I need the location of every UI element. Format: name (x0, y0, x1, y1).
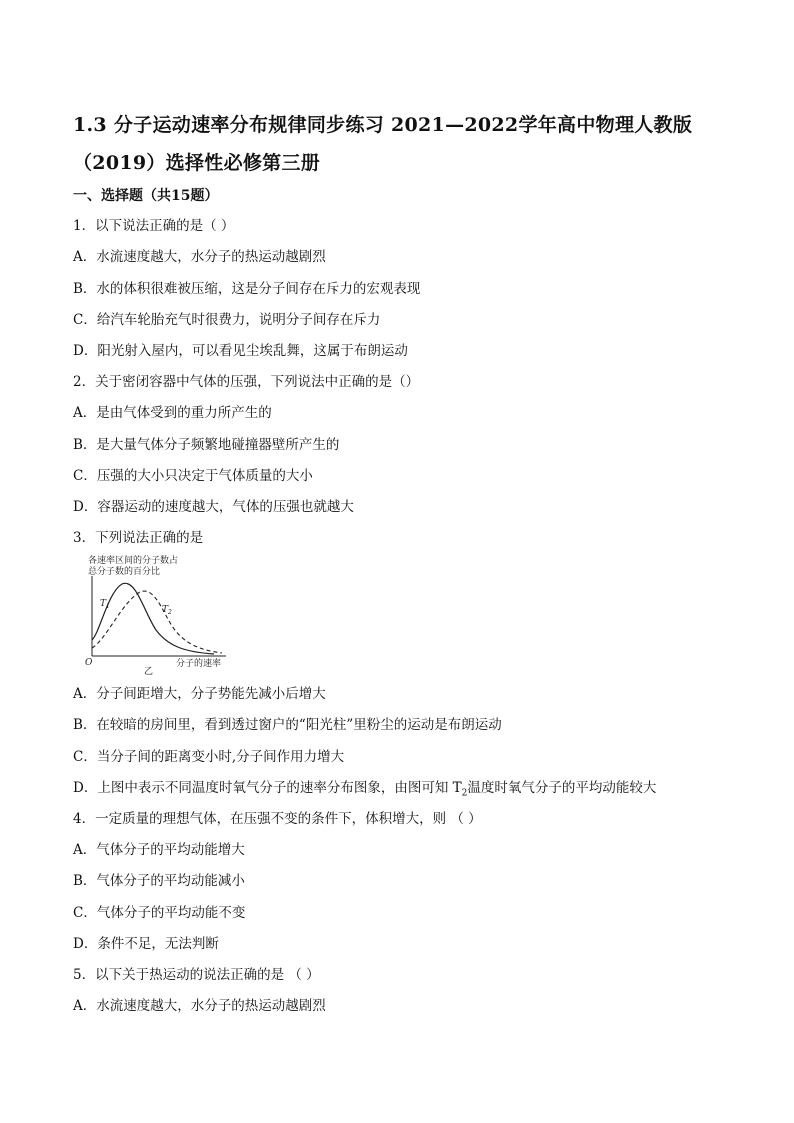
figure-xlabel: 分子的速率 (176, 659, 222, 669)
curve-t2-label: $T_2$ (162, 605, 172, 616)
figure-origin: O (85, 658, 93, 668)
question-4-option-b: B．气体分子的平均动能减小 (73, 873, 245, 889)
page-title: 1.3 分子运动速率分布规律同步练习 2021—2022学年高中物理人教版（2019）选择性必修第三册 (73, 114, 693, 174)
question-3-option-b: B．在较暗的房间里，看到透过窗户的“阳光柱”里粉尘的运动是布朗运动 (73, 717, 502, 733)
curve-t2 (92, 591, 222, 653)
question-4-stem: 4．一定质量的理想气体，在压强不变的条件下，体积增大，则 （ ） (73, 811, 482, 827)
question-1-stem: 1．以下说法正确的是（ ） (73, 218, 235, 234)
option-d-prefix: D．上图中表示不同温度时氧气分子的速率分布图象，由图可知 T (73, 780, 462, 796)
question-3-option-c: C．当分子间的距离变小时,分子间作用力增大 (73, 749, 345, 765)
question-2-option-a: A．是由气体受到的重力所产生的 (73, 405, 272, 421)
question-4-option-c: C．气体分子的平均动能不变 (73, 905, 246, 921)
option-d-suffix: 温度时氧气分子的平均动能较大 (467, 780, 657, 796)
question-5-stem: 5．以下关于热运动的说法正确的是 （ ） (73, 967, 320, 983)
question-1-option-a: A．水流速度越大，水分子的热运动越剧烈 (73, 249, 326, 265)
question-2-option-c: C．压强的大小只决定于气体质量的大小 (73, 468, 313, 484)
question-3-option-a: A．分子间距增大，分子势能先减小后增大 (73, 686, 326, 702)
question-2-stem: 2．关于密闭容器中气体的压强，下列说法中正确的是（） (73, 374, 420, 390)
question-1-option-c: C．给汽车轮胎充气时很费力，说明分子间存在斥力 (73, 312, 381, 328)
option-d-subscript: 2 (461, 788, 468, 799)
speed-distribution-figure (84, 552, 234, 676)
question-3-stem: 3．下列说法正确的是 (73, 530, 204, 546)
question-2-option-d: D．容器运动的速度越大，气体的压强也就越大 (73, 499, 354, 515)
question-4-option-d: D．条件不足，无法判断 (73, 936, 219, 952)
question-1-option-b: B．水的体积很难被压缩，这是分子间存在斥力的宏观表现 (73, 281, 421, 297)
figure-ylabel-line2: 总分子数的百分比 (88, 567, 161, 577)
curve-t1-label: $T_1$ (100, 599, 110, 610)
section-heading: 一、选择题（共15题） (73, 188, 219, 204)
question-2-option-b: B．是大量气体分子频繁地碰撞器壁所产生的 (73, 437, 340, 453)
question-5-option-a: A．水流速度越大，水分子的热运动越剧烈 (73, 998, 326, 1014)
question-3-option-d (73, 778, 656, 804)
figure-caption: 乙 (144, 667, 154, 676)
question-1-option-d: D．阳光射入屋内，可以看见尘埃乱舞，这属于布朗运动 (73, 343, 408, 359)
curve-t1 (92, 583, 214, 654)
figure-ylabel-line1: 各速率区间的分子数占 (88, 556, 179, 566)
question-4-option-a: A．气体分子的平均动能增大 (73, 842, 245, 858)
